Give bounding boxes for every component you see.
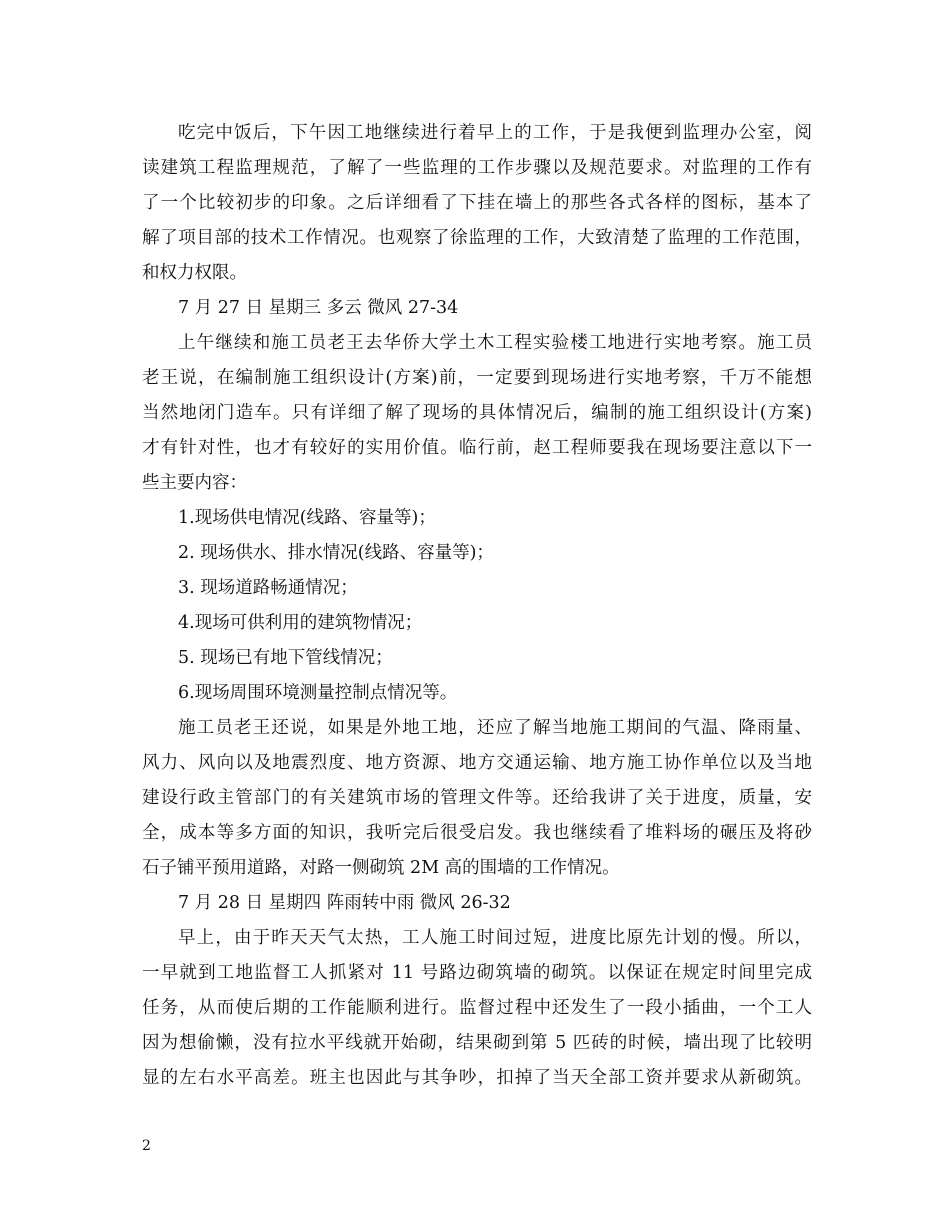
paragraph-4-line-1: 早上，由于昨天天气太热，工人施工时间过短，进度比原先计划的慢。所以， bbox=[178, 928, 812, 948]
paragraph-4-line-3: 任务，从而使后期的工作能顺利进行。监督过程中还发生了一段小插曲，一个工人 bbox=[142, 998, 812, 1018]
paragraph-1-line-4: 解了项目部的技术工作情况。也观察了徐监理的工作，大致清楚了监理的工作范围， bbox=[142, 228, 812, 248]
diary-heading-july-28: 7 月 28 日 星期四 阵雨转中雨 微风 26-32 bbox=[178, 893, 511, 913]
paragraph-1-line-2: 读建筑工程监理规范，了解了一些监理的工作步骤以及规范要求。对监理的工作有 bbox=[142, 158, 812, 178]
page-number: 2 bbox=[142, 1138, 151, 1154]
list-item: 5. 现场已有地下管线情况； bbox=[178, 648, 393, 668]
paragraph-3-line-3: 建设行政主管部门的有关建筑市场的管理文件等。还给我讲了关于进度，质量，安 bbox=[142, 788, 812, 808]
paragraph-3-line-2: 风力、风向以及地震烈度、地方资源、地方交通运输、地方施工协作单位以及当地 bbox=[142, 753, 812, 773]
paragraph-3-line-4: 全，成本等多方面的知识，我听完后很受启发。我也继续看了堆料场的碾压及将砂 bbox=[142, 823, 812, 843]
paragraph-2-line-2: 老王说，在编制施工组织设计(方案)前，一定要到现场进行实地考察，千万不能想 bbox=[142, 368, 812, 388]
diary-heading-july-27: 7 月 27 日 星期三 多云 微风 27-34 bbox=[178, 298, 459, 318]
body-text bbox=[142, 116, 812, 1096]
list-item: 6.现场周围环境测量控制点情况等。 bbox=[178, 683, 458, 703]
paragraph-1-line-1: 吃完中饭后，下午因工地继续进行着早上的工作，于是我便到监理办公室，阅 bbox=[178, 123, 812, 143]
paragraph-2-line-1: 上午继续和施工员老王去华侨大学土木工程实验楼工地进行实地考察。施工员 bbox=[178, 333, 812, 353]
list-item: 2. 现场供水、排水情况(线路、容量等)； bbox=[178, 543, 494, 563]
paragraph-4-line-4: 因为想偷懒，没有拉水平线就开始砌，结果砌到第 5 匹砖的时候，墙出现了比较明 bbox=[142, 1033, 812, 1053]
paragraph-3-line-1: 施工员老王还说，如果是外地工地，还应了解当地施工期间的气温、降雨量、 bbox=[178, 718, 812, 738]
paragraph-1-line-5: 和权力权限。 bbox=[142, 263, 247, 283]
paragraph-1-line-3: 了一个比较初步的印象。之后详细看了下挂在墙上的那些各式各样的图标，基本了 bbox=[142, 193, 812, 213]
paragraph-2-line-5: 些主要内容： bbox=[142, 473, 247, 493]
list-item: 1.现场供电情况(线路、容量等)； bbox=[178, 508, 436, 528]
paragraph-2-line-4: 才有针对性，也才有较好的实用价值。临行前，赵工程师要我在现场要注意以下一 bbox=[142, 438, 812, 458]
paragraph-4-line-5: 显的左右水平高差。班主也因此与其争吵，扣掉了当天全部工资并要求从新砌筑。 bbox=[142, 1068, 812, 1088]
paragraph-4-line-2: 一早就到工地监督工人抓紧对 11 号路边砌筑墙的砌筑。以保证在规定时间里完成 bbox=[142, 963, 812, 983]
paragraph-2-line-3: 当然地闭门造车。只有详细了解了现场的具体情况后，编制的施工组织设计(方案) bbox=[142, 403, 812, 423]
paragraph-3-line-5: 石子铺平预用道路，对路一侧砌筑 2M 高的围墙的工作情况。 bbox=[142, 858, 620, 878]
list-item: 4.现场可供利用的建筑物情况； bbox=[178, 613, 423, 633]
list-item: 3. 现场道路畅通情况； bbox=[178, 578, 358, 598]
